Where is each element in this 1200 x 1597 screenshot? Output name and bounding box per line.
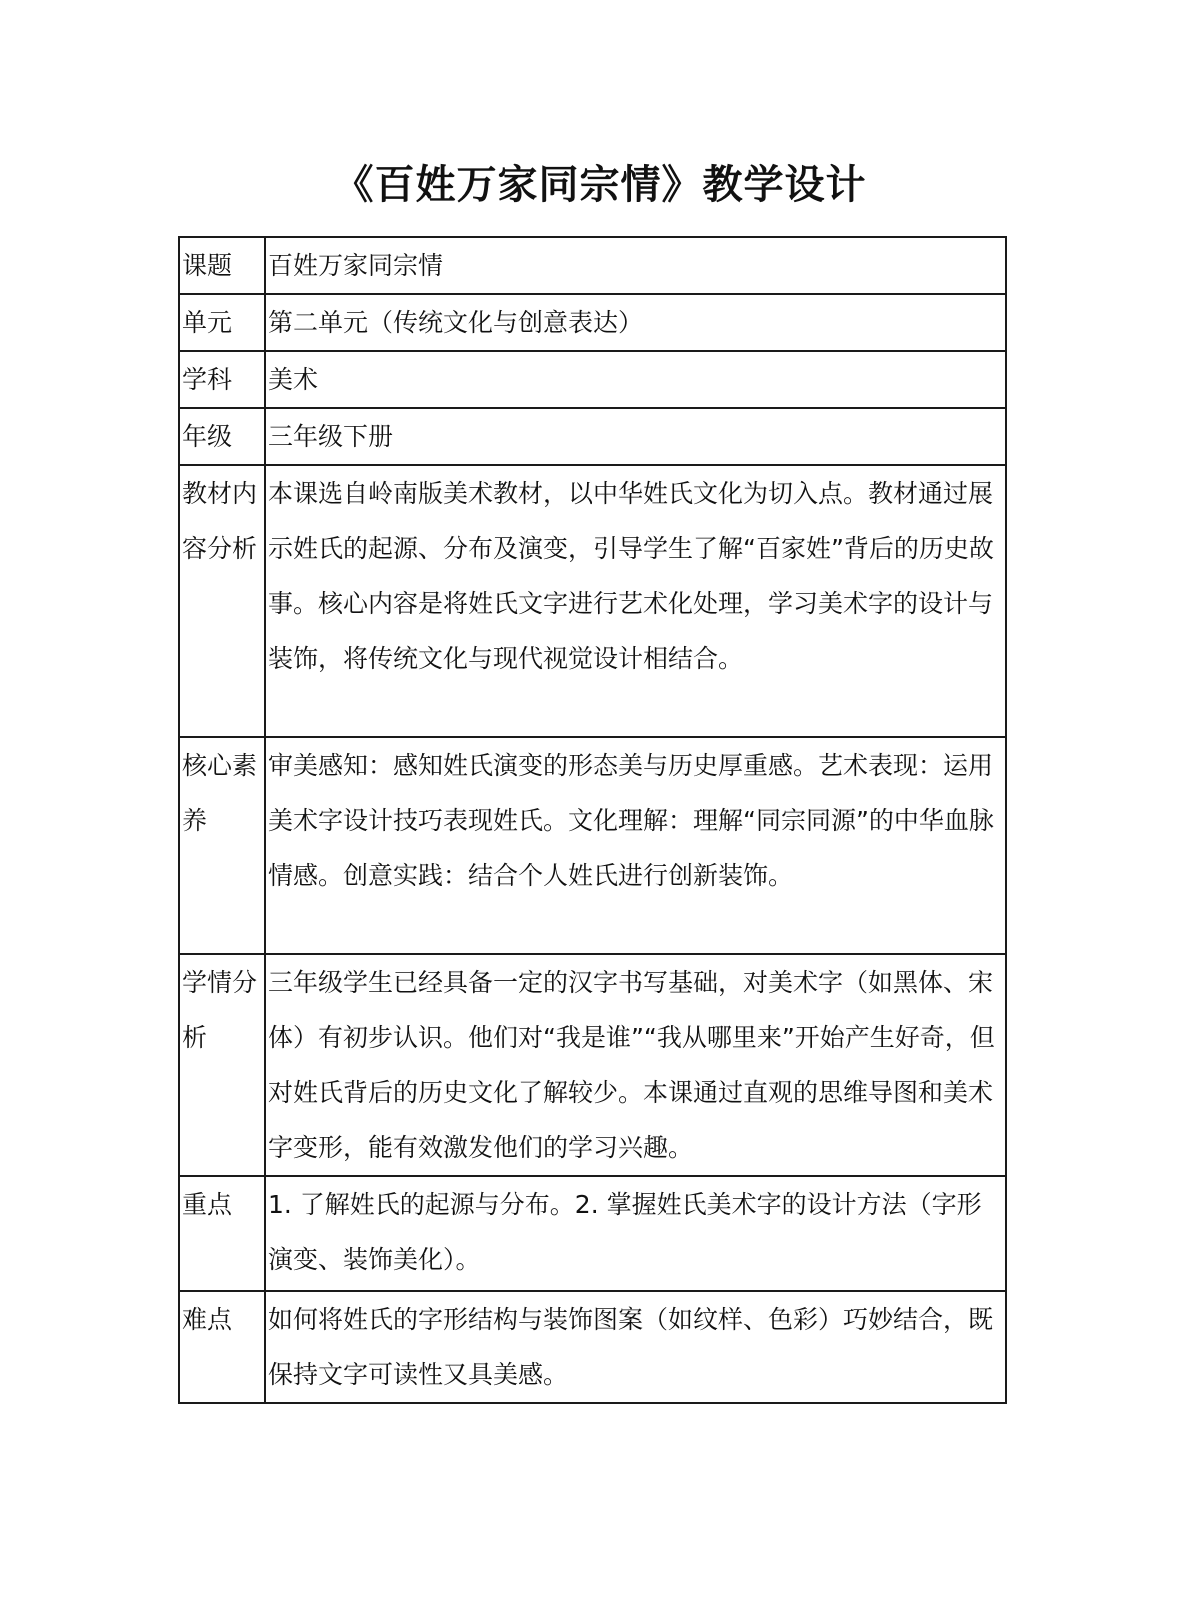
row-label: 教材内容分析 (179, 465, 265, 737)
table-row-core-literacy (179, 737, 1006, 954)
row-value: 美术 (265, 351, 1006, 408)
table-row-key-points (179, 1176, 1006, 1291)
row-value: 三年级学生已经具备一定的汉字书写基础，对美术字（如黑体、宋体）有初步认识。他们对“我是谁”“我从哪里来”开始产生好奇，但对姓氏背后的历史文化了解较少。本课通过直观的思维导图和美术字变形，能有效激发他们的学习兴趣。 (265, 954, 1006, 1176)
row-label: 单元 (179, 294, 265, 351)
table-row-subject (179, 351, 1006, 408)
table-row-difficulties (179, 1291, 1006, 1403)
table-row-grade (179, 408, 1006, 465)
row-value: 审美感知：感知姓氏演变的形态美与历史厚重感。艺术表现：运用美术字设计技巧表现姓氏。文化理解：理解“同宗同源”的中华血脉情感。创意实践：结合个人姓氏进行创新装饰。 (265, 737, 1006, 954)
document-title: 《百姓万家同宗情》教学设计 (333, 162, 867, 208)
row-label: 难点 (179, 1291, 265, 1403)
row-value: 第二单元（传统文化与创意表达） (265, 294, 1006, 351)
row-label: 年级 (179, 408, 265, 465)
row-label: 重点 (179, 1176, 265, 1291)
row-label: 学科 (179, 351, 265, 408)
row-value: 本课选自岭南版美术教材，以中华姓氏文化为切入点。教材通过展示姓氏的起源、分布及演变，引导学生了解“百家姓”背后的历史故事。核心内容是将姓氏文字进行艺术化处理，学习美术字的设计与装饰，将传统文化与现代视觉设计相结合。 (265, 465, 1006, 737)
row-value: 三年级下册 (265, 408, 1006, 465)
lesson-plan-table (178, 236, 1007, 1404)
table-row-topic (179, 237, 1006, 294)
row-value: 如何将姓氏的字形结构与装饰图案（如纹样、色彩）巧妙结合，既保持文字可读性又具美感。 (265, 1291, 1006, 1403)
table-row-student-analysis (179, 954, 1006, 1176)
row-label: 课题 (179, 237, 265, 294)
table-row-content-analysis (179, 465, 1006, 737)
row-label: 学情分析 (179, 954, 265, 1176)
row-label: 核心素养 (179, 737, 265, 954)
table-row-unit (179, 294, 1006, 351)
row-value: 百姓万家同宗情 (265, 237, 1006, 294)
row-value: 1. 了解姓氏的起源与分布。2. 掌握姓氏美术字的设计方法（字形演变、装饰美化）。 (265, 1176, 1006, 1291)
